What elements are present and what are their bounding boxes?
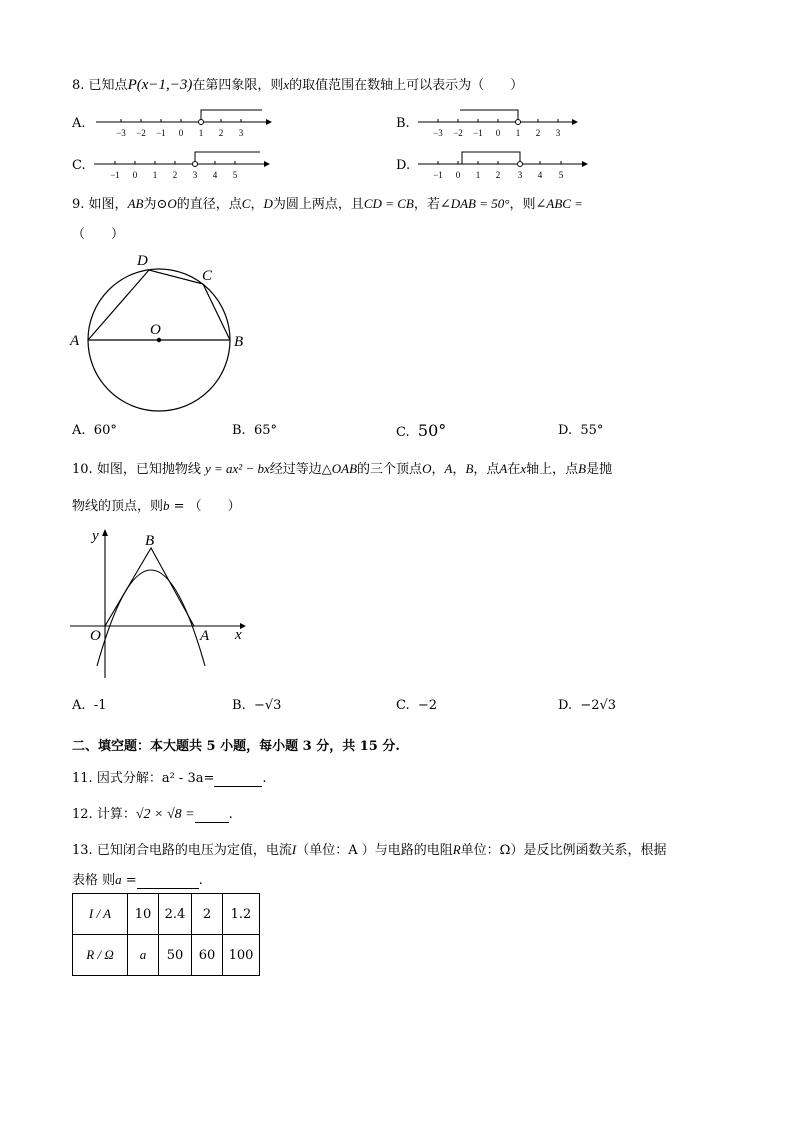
- q10-parabola-figure: [70, 526, 250, 686]
- q10-option-d[interactable]: [558, 698, 616, 713]
- q10-text-f: 轴上，点: [526, 462, 579, 477]
- q9-option-b[interactable]: [232, 423, 277, 438]
- q9-option-a-label: A.: [72, 423, 86, 438]
- tick: −1: [433, 170, 443, 180]
- label-a: A: [70, 333, 80, 349]
- section-title: 二、填空题：本大题共 5 小题，每小题 3 分，共 15 分.: [72, 739, 400, 754]
- q10-option-b-label: B.: [232, 698, 246, 713]
- q10-option-a-label: A.: [72, 698, 86, 713]
- q10-option-a[interactable]: [72, 698, 106, 713]
- label-d: D: [137, 253, 148, 269]
- q13-i: I: [291, 842, 297, 857]
- tick: 5: [232, 170, 238, 180]
- number-line-b: [416, 104, 581, 142]
- q8-point: P(x−1,−3): [127, 77, 193, 93]
- tick: 3: [517, 170, 523, 180]
- tick: 0: [132, 170, 138, 180]
- q9-option-b-value: 65°: [253, 423, 277, 438]
- q9-text-a: 如图，: [88, 197, 128, 212]
- q10-option-b-value: −√3: [253, 698, 282, 713]
- tick: 0: [455, 170, 461, 180]
- q9-option-c-value: 50°: [417, 421, 447, 440]
- q12-number: 12.: [72, 807, 93, 822]
- q9-d: D: [263, 196, 273, 211]
- q8-text: 已知点: [88, 78, 128, 93]
- q10-b2: B: [578, 461, 587, 476]
- q11-end: .: [262, 771, 267, 786]
- tick: 2: [535, 128, 541, 138]
- q9-circle: ⊙O: [156, 196, 177, 211]
- q10-option-b[interactable]: [232, 698, 281, 713]
- q8-text-b: 在第四象限，则: [192, 78, 284, 93]
- q9-answer-paren: （ ）: [72, 227, 125, 242]
- q13-text-b: （单位：A ）与电路的电阻: [296, 843, 453, 858]
- tick: 0: [178, 128, 184, 138]
- q10-sep1: ，: [431, 462, 445, 477]
- q11-number: 11.: [72, 771, 93, 786]
- label-o: O: [150, 322, 161, 338]
- q13-end: .: [198, 873, 203, 888]
- q10-triangle: △OAB: [321, 461, 358, 476]
- label-c: C: [202, 268, 213, 284]
- tick: 5: [558, 170, 564, 180]
- q10-formula: y = ax² − bx: [204, 461, 270, 476]
- q12-answer-blank[interactable]: [195, 807, 229, 823]
- q10-text-a: 如图，已知抛物线: [96, 462, 201, 477]
- q10-text-c: 的三个顶点: [357, 462, 423, 477]
- label-x: x: [235, 627, 242, 643]
- q9-eq: CD = CB: [363, 196, 414, 211]
- q13-stem: [72, 839, 666, 858]
- tick: −2: [136, 128, 146, 138]
- tick: 0: [495, 128, 501, 138]
- q10-text-g: 是抛: [586, 462, 613, 477]
- q9-option-d-value: 55°: [580, 423, 604, 438]
- q13-answer-blank[interactable]: [137, 873, 199, 889]
- tick: −1: [473, 128, 483, 138]
- number-line-d: [416, 146, 591, 184]
- table-cell: a: [128, 935, 159, 976]
- label-b: B: [145, 533, 155, 549]
- q13-table: [72, 893, 260, 976]
- tick: −1: [156, 128, 166, 138]
- q13-stem-line2: [72, 869, 203, 889]
- label-y: y: [92, 528, 99, 544]
- q9-option-b-label: B.: [232, 423, 246, 438]
- number-line-a: [94, 104, 274, 142]
- q9-option-c[interactable]: [396, 421, 446, 440]
- q9-text-d: 为圆上两点，且: [272, 197, 364, 212]
- q8-option-c-label[interactable]: C.: [72, 158, 86, 173]
- q9-text-e: ，若: [413, 197, 440, 212]
- table-row: [73, 935, 260, 976]
- q10-sep2: ，: [452, 462, 466, 477]
- tick: 3: [555, 128, 561, 138]
- label-a: A: [200, 628, 210, 644]
- q11: [72, 767, 267, 787]
- q10-text-b: 经过等边: [269, 462, 322, 477]
- q10-a2: A: [499, 461, 508, 476]
- q13-text-c: 单位：Ω）是反比例函数关系，根据: [460, 843, 667, 858]
- q10-o: O: [422, 461, 432, 476]
- table-cell: 2: [192, 894, 223, 935]
- table-cell: 2.4: [159, 894, 192, 935]
- q9-text-f: ，则: [509, 197, 536, 212]
- q9-option-a-value: 60°: [93, 423, 117, 438]
- q10-x: x: [520, 461, 527, 476]
- tick: 1: [198, 128, 204, 138]
- q10-option-a-value: -1: [93, 698, 107, 713]
- q12: [72, 803, 233, 823]
- q9-circle-figure: [66, 248, 256, 418]
- q8-var: x: [283, 77, 290, 92]
- q13-text-a: 已知闭合电路的电压为定值，电流: [96, 843, 292, 858]
- q10-number: 10.: [72, 462, 93, 477]
- q9-text-c: 的直径，点: [176, 197, 242, 212]
- q10-stem: [72, 458, 612, 477]
- q12-end: .: [228, 807, 233, 822]
- q9-ab: AB: [127, 196, 144, 211]
- number-line-c: [92, 146, 272, 184]
- table-cell: R / Ω: [73, 935, 128, 976]
- q10-line2-b: = （ ）: [169, 499, 241, 514]
- q10-option-d-label: D.: [558, 698, 573, 713]
- q9-number: 9.: [72, 197, 85, 212]
- table-cell: 100: [223, 935, 260, 976]
- tick: 1: [475, 170, 481, 180]
- q10-stem-line2: [72, 495, 241, 514]
- tick: 3: [192, 170, 198, 180]
- q10-option-d-value: −2√3: [580, 698, 617, 713]
- tick: 1: [515, 128, 521, 138]
- q13-avar: a: [115, 872, 122, 887]
- q9-option-c-label: C.: [396, 425, 410, 440]
- q9-text-b: 为: [143, 197, 157, 212]
- q13-r: R: [452, 842, 461, 857]
- tick: −1: [110, 170, 120, 180]
- table-cell: 10: [128, 894, 159, 935]
- tick: 4: [212, 170, 218, 180]
- q12-text: 计算：: [96, 807, 136, 822]
- q9-stem: [72, 193, 583, 212]
- q8-number: 8.: [72, 78, 85, 93]
- q9-option-d[interactable]: [558, 423, 603, 438]
- q8-stem: [72, 74, 523, 94]
- q8-text-c: 的取值范围在数轴上可以表示为（ ）: [289, 78, 524, 93]
- tick: 2: [218, 128, 224, 138]
- table-row: [73, 894, 260, 935]
- q9-angle-abc: ∠ABC =: [535, 196, 583, 211]
- q9-comma: ，: [250, 197, 264, 212]
- q9-option-d-label: D.: [558, 423, 573, 438]
- q13-line2-a: 表格 则: [72, 873, 116, 888]
- q12-expr: √2 × √8 =: [135, 807, 195, 822]
- label-b: B: [234, 334, 244, 350]
- tick: 2: [172, 170, 178, 180]
- tick: −3: [116, 128, 126, 138]
- q11-answer-blank[interactable]: [214, 771, 262, 787]
- table-cell: 1.2: [223, 894, 260, 935]
- q8-option-b-label[interactable]: B.: [396, 116, 410, 131]
- tick: −2: [453, 128, 463, 138]
- tick: −3: [433, 128, 443, 138]
- q9-angle-dab: ∠DAB = 50°: [439, 196, 510, 211]
- q13-line2-b: =: [121, 873, 137, 888]
- q10-option-c[interactable]: [396, 698, 437, 713]
- q10-bvar: b: [163, 498, 170, 513]
- table-cell: 50: [159, 935, 192, 976]
- q9-c: C: [241, 196, 251, 211]
- q13-number: 13.: [72, 843, 93, 858]
- q10-option-c-label: C.: [396, 698, 410, 713]
- tick: 4: [537, 170, 543, 180]
- q8-option-a-label[interactable]: A.: [72, 116, 86, 131]
- table-cell: 60: [192, 935, 223, 976]
- q10-line2-a: 物线的顶点，则: [72, 499, 164, 514]
- tick: 1: [152, 170, 158, 180]
- q8-option-d-label[interactable]: D.: [396, 158, 411, 173]
- q10-option-c-value: −2: [417, 698, 438, 713]
- q10-text-e: 在: [507, 462, 521, 477]
- tick: 2: [495, 170, 501, 180]
- q10-b: B: [465, 461, 474, 476]
- tick: 3: [238, 128, 244, 138]
- label-o: O: [90, 628, 101, 644]
- table-cell: I / A: [73, 894, 128, 935]
- q9-option-a[interactable]: [72, 423, 117, 438]
- q10-text-d: ，点: [473, 462, 500, 477]
- q11-text: 因式分解：a² - 3a=: [96, 771, 215, 786]
- q10-a: A: [444, 461, 453, 476]
